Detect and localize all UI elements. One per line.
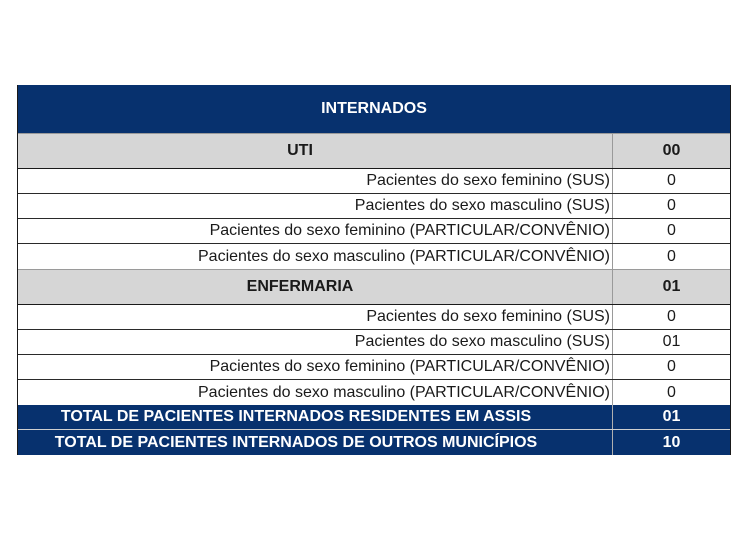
row-value: 0	[667, 308, 676, 325]
row-label: Pacientes do sexo feminino (PARTICULAR/CONVÊNIO)	[18, 355, 613, 379]
table-row	[18, 219, 730, 244]
section-enfermaria-row	[18, 269, 730, 305]
section-label: UTI	[18, 134, 613, 168]
row-label: Pacientes do sexo masculino (PARTICULAR/CONVÊNIO)	[18, 244, 613, 269]
row-label: Pacientes do sexo feminino (PARTICULAR/CONVÊNIO)	[18, 219, 613, 243]
row-value: 0	[667, 247, 676, 265]
internados-table	[17, 85, 731, 455]
table-title	[18, 85, 730, 133]
row-label: Pacientes do sexo feminino (SUS)	[18, 169, 613, 193]
section-label: ENFERMARIA	[18, 270, 613, 304]
row-label: Pacientes do sexo feminino (SUS)	[18, 305, 613, 329]
total-outros-municipios-row	[18, 430, 730, 455]
table-row	[18, 244, 730, 269]
total-residentes-row	[18, 405, 730, 430]
table-row	[18, 169, 730, 194]
row-value: 0	[667, 222, 676, 239]
row-label: Pacientes do sexo masculino (SUS)	[18, 330, 613, 354]
section-uti-row	[18, 133, 730, 169]
row-label: Pacientes do sexo masculino (SUS)	[18, 194, 613, 218]
table-title-text: INTERNADOS	[321, 100, 427, 117]
section-value: 01	[662, 278, 681, 295]
row-value: 0	[667, 172, 676, 189]
row-value: 01	[662, 333, 681, 350]
row-value: 0	[667, 358, 676, 375]
table-row	[18, 194, 730, 219]
row-value: 0	[667, 383, 676, 401]
table-row	[18, 330, 730, 355]
row-value: 0	[667, 197, 676, 214]
row-label: Pacientes do sexo masculino (PARTICULAR/CONVÊNIO)	[18, 380, 613, 405]
table-row	[18, 305, 730, 330]
total-label: TOTAL DE PACIENTES INTERNADOS RESIDENTES EM ASSIS	[18, 405, 613, 429]
table-row	[18, 355, 730, 380]
total-label: TOTAL DE PACIENTES INTERNADOS DE OUTROS MUNICÍPIOS	[18, 430, 613, 455]
total-value: 01	[662, 408, 681, 425]
section-value: 00	[662, 142, 681, 159]
table-row	[18, 380, 730, 405]
total-value: 10	[662, 433, 681, 451]
